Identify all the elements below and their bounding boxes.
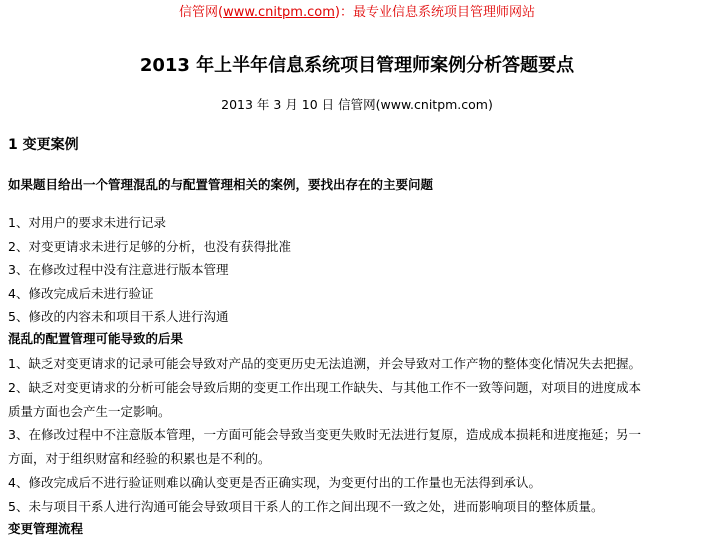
consequence-line: 方面，对于组织财富和经验的积累也是不利的。 <box>8 451 271 467</box>
problem-list <box>8 211 291 329</box>
problem-item: 4、修改完成后未进行验证 <box>8 285 154 301</box>
consequence-list <box>8 352 714 519</box>
consequence-line: 5、未与项目干系人进行沟通可能会导致项目干系人的工作之间出现不一致之处，进而影响项目的整体质量。 <box>8 498 604 514</box>
document-title: 2013 年上半年信息系统项目管理师案例分析答题要点 <box>139 55 575 76</box>
consequence-line: 1、缺乏对变更请求的记录可能会导致对产品的变更历史无法追溯，并会导致对工作产物的整体变化情况失去把握。 <box>8 356 641 371</box>
problem-item: 2、对变更请求未进行足够的分析，也没有获得批准 <box>8 238 291 254</box>
problem-item: 5、修改的内容未和项目干系人进行沟通 <box>8 309 229 325</box>
consequence-line: 3、在修改过程中不注意版本管理，一方面可能会导致当变更失败时无法进行复原，造成成本损耗和进度拖延；另一 <box>8 427 641 443</box>
consequence-heading: 混乱的配置管理可能导致的后果 <box>8 331 184 346</box>
problem-item: 3、在修改过程中没有注意进行版本管理 <box>8 262 229 278</box>
site-link[interactable]: www.cnitpm.com <box>223 5 335 20</box>
consequence-line: 2、缺乏对变更请求的分析可能会导致后期的变更工作出现工作缺失、与其他工作不一致等问题，对项目的进度成本 <box>8 379 641 395</box>
section-heading: 1 变更案例 <box>8 137 79 153</box>
site-header <box>0 4 714 22</box>
consequence-line: 质量方面也会产生一定影响。 <box>8 403 171 419</box>
site-slogan: )：最专业信息系统项目管理师网站 <box>334 5 535 20</box>
question-text: 如果题目给出一个管理混乱的与配置管理相关的案例，要找出存在的主要问题 <box>8 177 434 192</box>
consequence-line: 4、修改完成后不进行验证则难以确认变更是否正确实现，为变更付出的工作量也无法得到承认。 <box>8 474 541 490</box>
problem-item: 1、对用户的要求未进行记录 <box>8 215 166 230</box>
site-name: 信管网( <box>179 5 224 20</box>
document-date-line: 2013 年 3 月 10 日 信管网(www.cnitpm.com) <box>221 97 493 112</box>
next-section-heading: 变更管理流程 <box>8 521 84 536</box>
